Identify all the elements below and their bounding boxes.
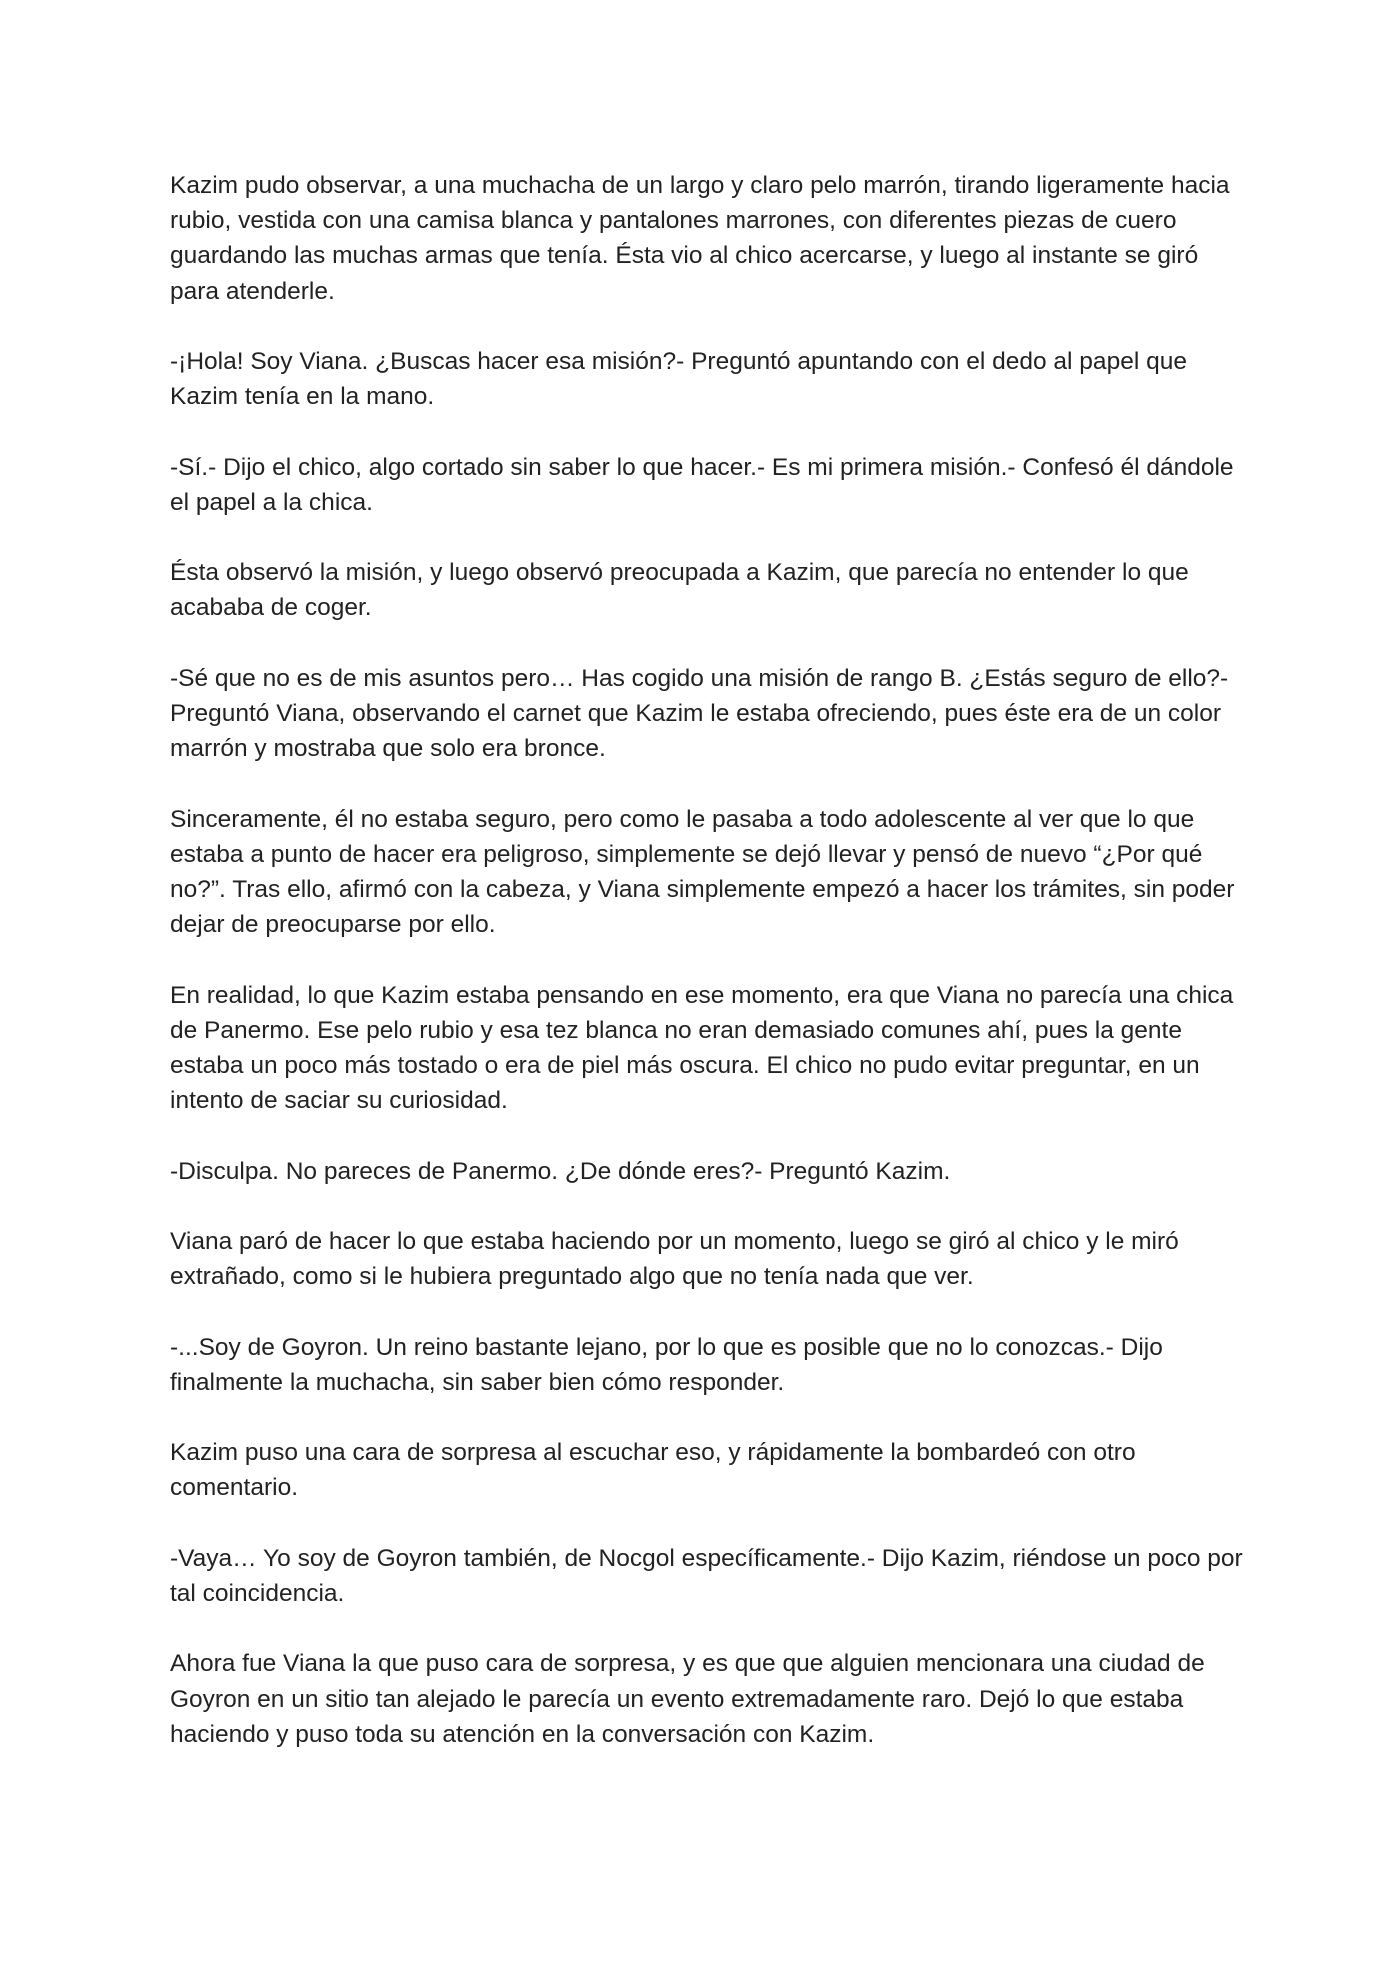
paragraph-7: En realidad, lo que Kazim estaba pensando en ese momento, era que Viana no parecía una chica de Panermo. Ese pelo rubio y esa tez blanca no eran demasiado comunes ahí, pues la gente estaba un poco más tostado o era de piel más oscura. El chico no pudo evitar preguntar, en un intento de saciar su curiosidad. (170, 981, 1234, 1115)
paragraph-3: -Sí.- Dijo el chico, algo cortado sin saber lo que hacer.- Es mi primera misión.- Confesó él dándole el papel a la chica. (170, 453, 1234, 516)
paragraph-10: -...Soy de Goyron. Un reino bastante lejano, por lo que es posible que no lo conozcas.- Dijo finalmente la muchacha, sin saber bien cómo responder. (170, 1333, 1163, 1396)
paragraph-12: -Vaya… Yo soy de Goyron también, de Nocgol específicamente.- Dijo Kazim, riéndose un poco por tal coincidencia. (170, 1544, 1243, 1607)
paragraph-9: Viana paró de hacer lo que estaba haciendo por un momento, luego se giró al chico y le miró extrañado, como si le hubiera preguntado algo que no tenía nada que ver. (170, 1227, 1179, 1291)
paragraph-11: Kazim puso una cara de sorpresa al escuchar eso, y rápidamente la bombardeó con otro comentario. (170, 1439, 1136, 1502)
paragraph-8: -Disculpa. No pareces de Panermo. ¿De dónde eres?- Preguntó Kazim. (170, 1157, 951, 1185)
paragraph-1: Kazim pudo observar, a una muchacha de un largo y claro pelo marrón, tirando ligeramente hacia rubio, vestida con una camisa blanca y pantalones marrones, con diferentes piezas de cuero guardando las muchas armas que tenía. Ésta vio al chico acercarse, y luego al instante se giró para atenderle. (170, 172, 1230, 305)
document-body (170, 168, 1250, 1787)
paragraph-6: Sinceramente, él no estaba seguro, pero como le pasaba a todo adolescente al ver que lo que estaba a punto de hacer era peligroso, simplemente se dejó llevar y pensó de nuevo “¿Por qué no?”. Tras ello, afirmó con la cabeza, y Viana simplemente empezó a hacer los trámites, sin poder dejar de preocuparse por ello. (170, 805, 1235, 939)
paragraph-4: Ésta observó la misión, y luego observó preocupada a Kazim, que parecía no entender lo que acababa de coger. (170, 559, 1189, 622)
paragraph-13: Ahora fue Viana la que puso cara de sorpresa, y es que que alguien mencionara una ciudad de Goyron en un sitio tan alejado le parecía un evento extremadamente raro. Dejó lo que estaba haciendo y puso toda su atención en la conversación con Kazim. (170, 1650, 1205, 1748)
paragraph-2: -¡Hola! Soy Viana. ¿Buscas hacer esa misión?- Preguntó apuntando con el dedo al papel que Kazim tenía en la mano. (170, 348, 1187, 411)
paragraph-5: -Sé que no es de mis asuntos pero… Has cogido una misión de rango B. ¿Estás seguro de ello?- Preguntó Viana, observando el carnet que Kazim le estaba ofreciendo, pues éste era de un color marrón y mostraba que solo era bronce. (170, 664, 1229, 763)
